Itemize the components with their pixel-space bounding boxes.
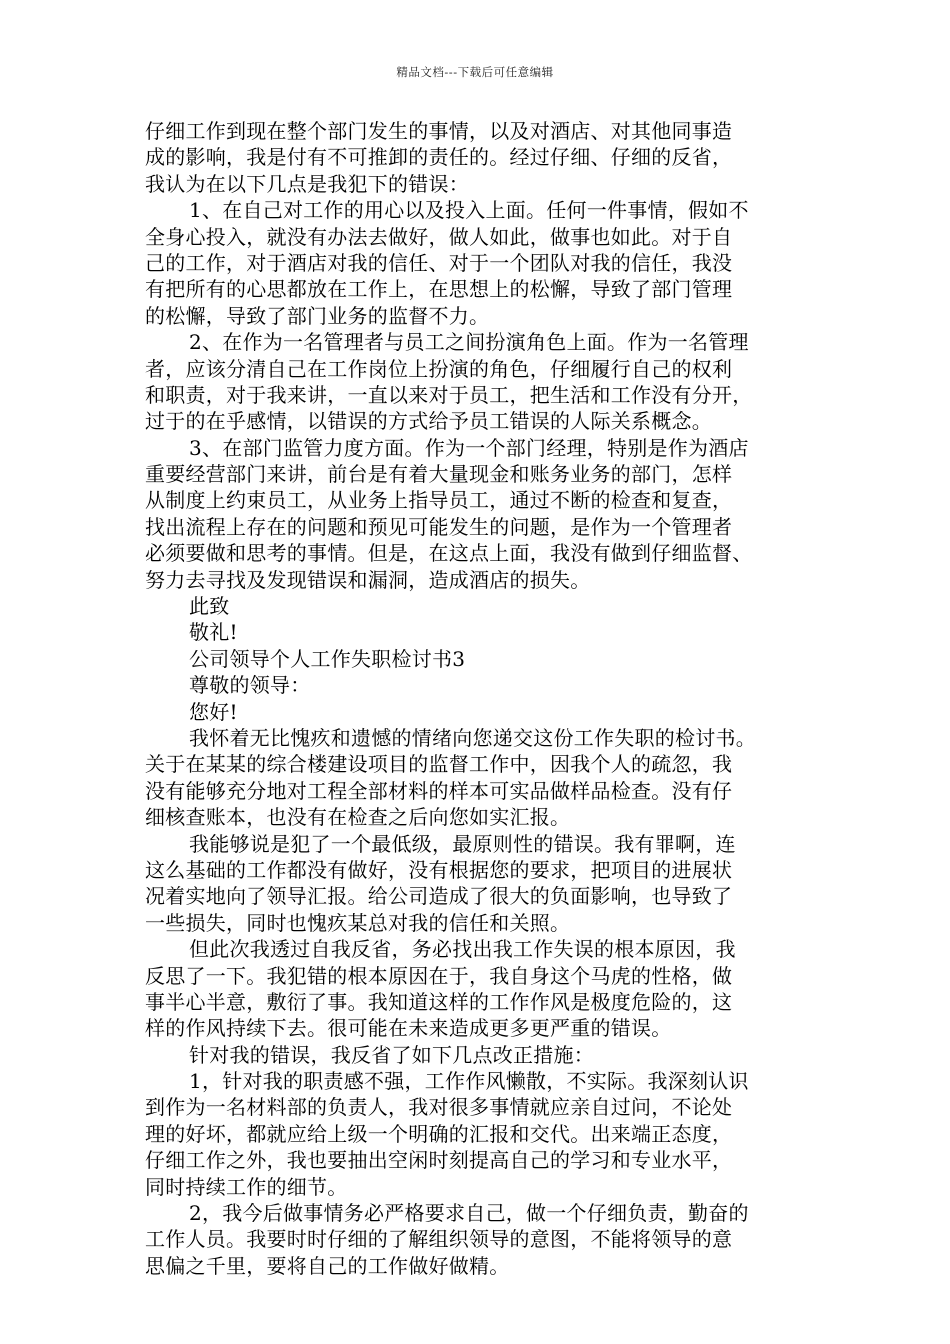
text-line: 的松懈，导致了部门业务的监督不力。 — [145, 303, 490, 328]
text-line: 尊敬的领导： — [189, 673, 311, 698]
text-line: 重要经营部门来讲，前台是有着大量现金和账务业务的部门，怎样 — [145, 462, 733, 487]
text-line: 此致 — [189, 594, 230, 619]
text-line: 1，针对我的职责感不强，工作作风懒散，不实际。我深刻认识 — [189, 1069, 749, 1094]
text-line: 我认为在以下几点是我犯下的错误： — [145, 171, 469, 196]
text-line: 针对我的错误，我反省了如下几点改正措施： — [189, 1042, 594, 1067]
text-line: 细核查账本，也没有在检查之后向您如实汇报。 — [145, 805, 571, 830]
text-line: 者，应该分清自己在工作岗位上扮演的角色，仔细履行自己的权利 — [145, 356, 733, 381]
text-line: 己的工作，对于酒店对我的信任、对于一个团队对我的信任，我没 — [145, 250, 733, 275]
text-line: 思偏之千里，要将自己的工作做好做精。 — [145, 1253, 510, 1278]
text-line: 全身心投入，就没有办法去做好，做人如此，做事也如此。对于自 — [145, 224, 733, 249]
text-line: 事半心半意，敷衍了事。我知道这样的工作作风是极度危险的，这 — [145, 989, 733, 1014]
text-line: 我怀着无比愧疚和遗憾的情绪向您递交这份工作失职的检讨书。 — [189, 725, 756, 750]
text-line: 努力去寻找及发现错误和漏洞，造成酒店的损失。 — [145, 567, 591, 592]
text-line: 必须要做和思考的事情。但是，在这点上面，我没有做到仔细监督、 — [145, 541, 753, 566]
text-line: 但此次我透过自我反省，务必找出我工作失误的根本原因，我 — [189, 937, 736, 962]
text-line: 有把所有的心思都放在工作上，在思想上的松懈，导致了部门管理 — [145, 277, 733, 302]
page-header: 精品文档---下载后可任意编辑 — [396, 65, 554, 79]
text-line: 这么基础的工作都没有做好，没有根据您的要求，把项目的进展状 — [145, 857, 733, 882]
text-line: 您好! — [189, 699, 238, 724]
text-line: 仔细工作到现在整个部门发生的事情，以及对酒店、对其他同事造 — [145, 119, 733, 143]
text-line: 2，我今后做事情务必严格要求自己，做一个仔细负责，勤奋的 — [189, 1201, 749, 1226]
text-line: 理的好坏，都就应给上级一个明确的汇报和交代。出来端正态度， — [145, 1121, 733, 1146]
text-line: 过于的在乎感情，以错误的方式给予员工错误的人际关系概念。 — [145, 409, 712, 434]
text-line: 没有能够充分地对工程全部材料的样本可实品做样品检查。没有仔 — [145, 778, 733, 803]
text-line: 同时持续工作的细节。 — [145, 1174, 348, 1199]
text-line: 成的影响，我是付有不可推卸的责任的。经过仔细、仔细的反省， — [145, 145, 733, 170]
text-line: 一些损失，同时也愧疚某总对我的信任和关照。 — [145, 910, 571, 935]
text-line: 3、在部门监管力度方面。作为一个部门经理，特别是作为酒店 — [189, 435, 749, 460]
text-line: 况着实地向了领导汇报。给公司造成了很大的负面影响，也导致了 — [145, 884, 733, 909]
text-line: 工作人员。我要时时仔细的了解组织领导的意图，不能将领导的意 — [145, 1227, 733, 1252]
text-line: 公司领导个人工作失职检讨书3 — [189, 646, 466, 671]
text-line: 关于在某某的综合楼建设项目的监督工作中，因我个人的疏忽，我 — [145, 752, 733, 777]
text-line: 敬礼! — [189, 620, 238, 645]
text-line: 2、在作为一名管理者与员工之间扮演角色上面。作为一名管理 — [189, 330, 749, 355]
document-body — [145, 118, 825, 1279]
text-line: 样的作风持续下去。很可能在未来造成更多更严重的错误。 — [145, 1016, 672, 1041]
text-line: 我能够说是犯了一个最低级，最原则性的错误。我有罪啊，连 — [189, 831, 736, 856]
text-line: 到作为一名材料部的负责人，我对很多事情就应亲自过问，不论处 — [145, 1095, 733, 1120]
text-line: 从制度上约束员工，从业务上指导员工，通过不断的检查和复查， — [145, 488, 733, 513]
text-line: 反思了一下。我犯错的根本原因在于，我自身这个马虎的性格，做 — [145, 963, 733, 988]
text-line: 和职责，对于我来讲，一直以来对于员工，把生活和工作没有分开， — [145, 382, 753, 407]
text-line: 1、在自己对工作的用心以及投入上面。任何一件事情，假如不 — [189, 198, 749, 223]
text-line: 找出流程上存在的问题和预见可能发生的问题，是作为一个管理者 — [145, 514, 733, 539]
text-line: 仔细工作之外，我也要抽出空闲时刻提高自己的学习和专业水平， — [145, 1148, 733, 1173]
